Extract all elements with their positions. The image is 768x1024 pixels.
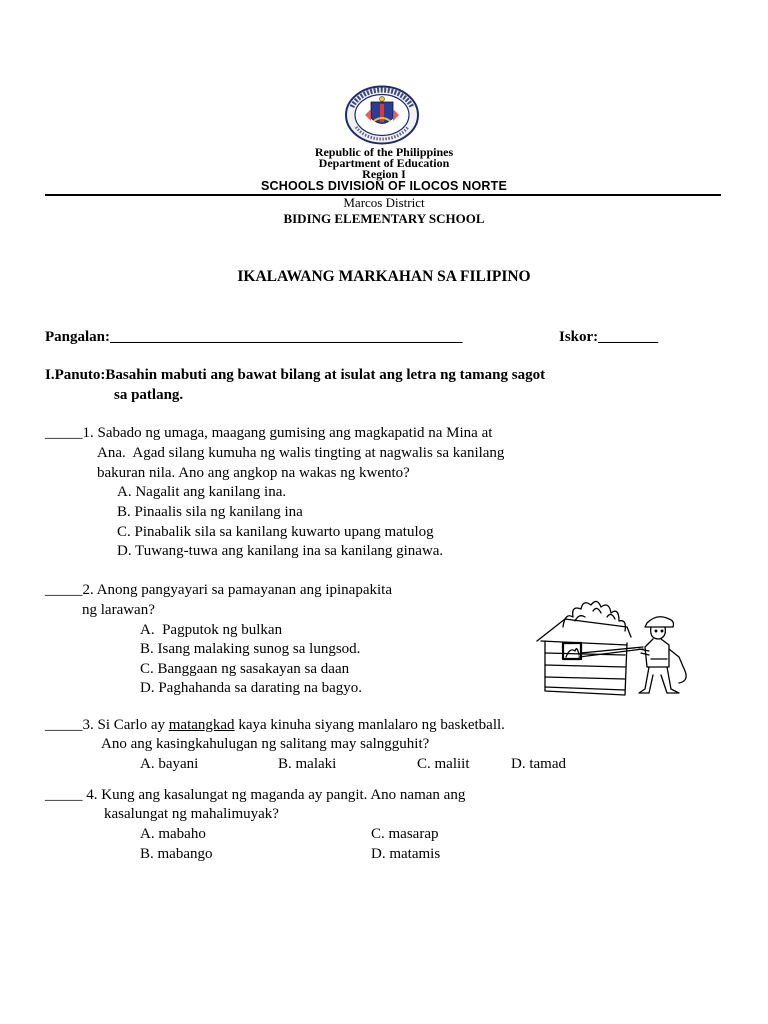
- score-blank: ________: [598, 329, 659, 345]
- question-4-option-c: C. masarap: [371, 826, 439, 842]
- name-field[interactable]: [45, 329, 463, 346]
- question-1-line-2: Ana. Agad silang kumuha ng walis tingting at nagwalis sa kanilang: [97, 445, 505, 461]
- burning-house-illustration: [535, 597, 695, 702]
- name-label: Pangalan:: [45, 329, 111, 345]
- question-3-line-1: [45, 717, 505, 734]
- question-1-option-b: B. Pinaalis sila ng kanilang ina: [117, 504, 303, 520]
- school-name: BIDING ELEMENTARY SCHOOL: [283, 211, 485, 226]
- question-4-option-d: D. matamis: [371, 846, 441, 862]
- instructions-line-1: I.Panuto:Basahin mabuti ang bawat bilang at isulat ang letra ng tamang sagot: [45, 367, 546, 383]
- question-2-option-b: B. Isang malaking sunog sa lungsod.: [140, 641, 361, 657]
- question-1-line-1: _____1. Sabado ng umaga, maagang gumising ang magkapatid na Mina at: [45, 425, 493, 441]
- question-4-line-1: _____ 4. Kung ang kasalungat ng maganda ay pangit. Ano naman ang: [45, 787, 466, 803]
- region-text: Region I: [362, 167, 406, 181]
- district-text: Marcos District: [343, 195, 425, 210]
- question-1-line-3: bakuran nila. Ano ang angkop na wakas ng kwento?: [97, 465, 410, 481]
- score-label: Iskor:: [559, 329, 599, 345]
- question-3-option-b: B. malaki: [278, 756, 337, 772]
- question-3-option-d: D. tamad: [511, 756, 566, 772]
- deped-seal-logo: [344, 85, 420, 145]
- division-text: SCHOOLS DIVISION OF ILOCOS NORTE: [261, 179, 507, 193]
- question-3-text-pre: _____3. Si Carlo ay: [45, 717, 169, 733]
- score-field[interactable]: [559, 329, 658, 346]
- question-2-line-2: ng larawan?: [82, 602, 155, 618]
- underlined-word: matangkad: [168, 717, 235, 733]
- question-3-option-a: A. bayani: [140, 756, 199, 772]
- republic-text: Republic of the Philippines: [314, 145, 454, 159]
- name-blank: _______________________________________________: [110, 329, 463, 345]
- exam-title: IKALAWANG MARKAHAN SA FILIPINO: [237, 268, 531, 285]
- question-1-option-d: D. Tuwang-tuwa ang kanilang ina sa kanilang ginawa.: [117, 543, 444, 559]
- question-3-line-2: Ano ang kasingkahulugan ng salitang may salngguhit?: [101, 736, 430, 752]
- question-2-option-a: A. Pagputok ng bulkan: [140, 622, 283, 638]
- question-1-option-c: C. Pinabalik sila sa kanilang kuwarto upang matulog: [117, 524, 434, 540]
- instructions-line-2: sa patlang.: [114, 387, 184, 403]
- question-2-option-c: C. Banggaan ng sasakayan sa daan: [140, 661, 350, 677]
- question-1-option-a: A. Nagalit ang kanilang ina.: [117, 484, 287, 500]
- question-4-option-b: B. mabango: [140, 846, 213, 862]
- question-2-option-d: D. Paghahanda sa darating na bagyo.: [140, 680, 363, 696]
- question-3-option-c: C. maliit: [417, 756, 470, 772]
- question-4-option-a: A. mabaho: [140, 826, 206, 842]
- question-4-line-2: kasalungat ng mahalimuyak?: [104, 806, 279, 822]
- question-2-line-1: _____2. Anong pangyayari sa pamayanan ang ipinapakita: [45, 582, 392, 598]
- department-text: Department of Education: [318, 156, 450, 170]
- question-3-text-post: kaya kinuha siyang manlalaro ng basketball.: [234, 717, 505, 733]
